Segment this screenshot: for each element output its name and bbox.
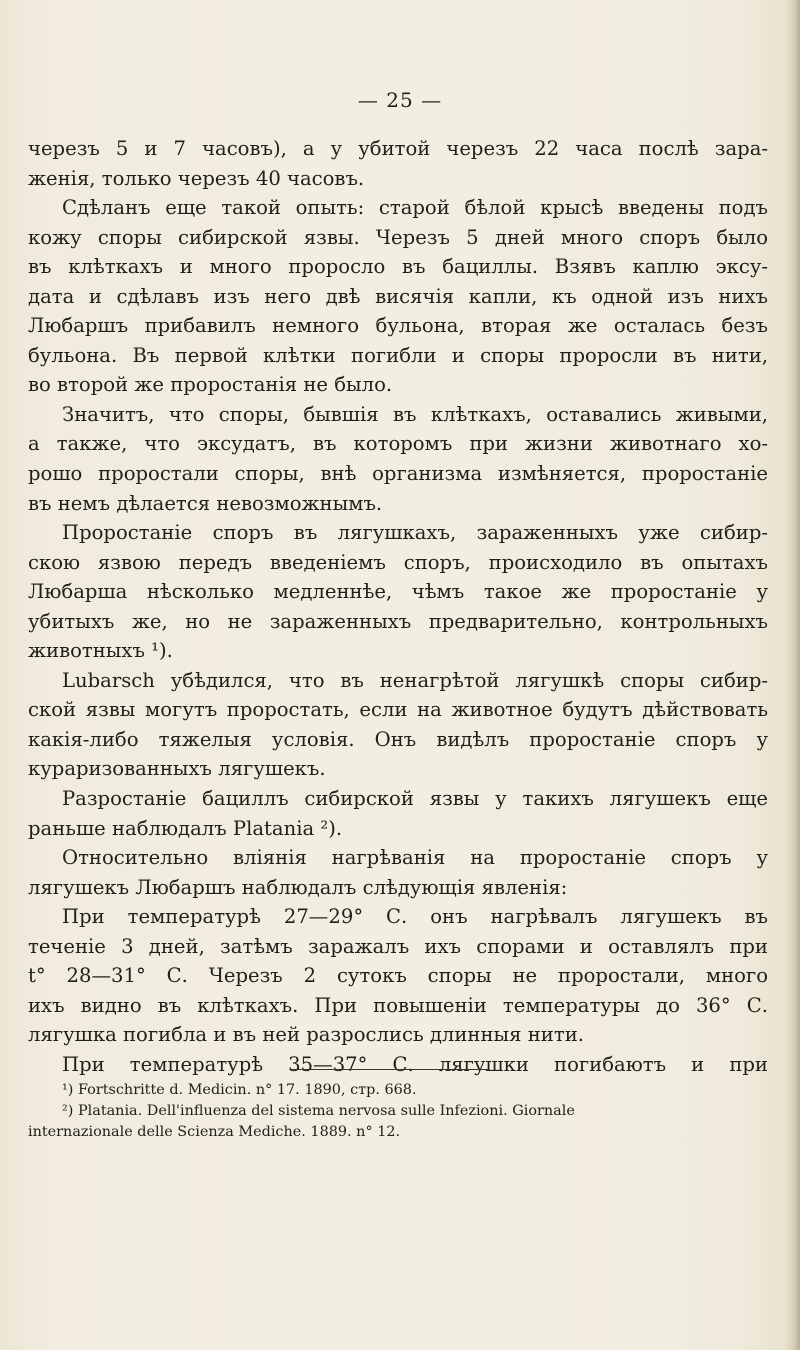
- text-line: Разростаніе бациллъ сибирской язвы у такихъ лягушекъ еще: [62, 787, 768, 811]
- text-line: а также, что эксудатъ, въ которомъ при жизни животнаго хо-: [28, 432, 768, 456]
- text-line: t° 28—31° С. Черезъ 2 сутокъ споры не проростали, много: [28, 964, 768, 988]
- footnote-line: internazionale delle Scienza Mediche. 1889. n° 12.: [28, 1124, 401, 1140]
- text-line: теченіе 3 дней, затѣмъ заражалъ ихъ спорами и оставлялъ при: [28, 934, 768, 958]
- text-line: ихъ видно въ клѣткахъ. При повышеніи температуры до 36° С.: [28, 993, 768, 1017]
- text-line: черезъ 5 и 7 часовъ), а у убитой черезъ 22 часа послѣ зара-: [28, 137, 768, 160]
- text-line: Любарша нѣсколько медленнѣе, чѣмъ такое же проростаніе у: [28, 580, 768, 604]
- text-line: лягушка погибла и въ ней разрослись длинныя нити.: [28, 1023, 584, 1047]
- page-number: — 25 —: [357, 88, 443, 112]
- text-line: женія, только черезъ 40 часовъ.: [28, 166, 365, 190]
- text-line: Относительно вліянія нагрѣванія на проростаніе споръ у: [62, 846, 768, 870]
- page-edge-shadow: [786, 0, 800, 1350]
- text-line: кожу споры сибирской язвы. Черезъ 5 дней много споръ было: [28, 225, 768, 249]
- text-line: въ немъ дѣлается невозможнымъ.: [28, 491, 383, 515]
- footnote-line: ¹) Fortschritte d. Medicin. n° 17. 1890, стр. 668.: [62, 1082, 417, 1098]
- text-line: бульона. Въ первой клѣтки погибли и споры проросли въ нити,: [28, 343, 768, 367]
- text-line: раньше наблюдалъ Platania ²).: [28, 816, 343, 840]
- text-line: какія-либо тяжелыя условія. Онъ видѣлъ проростаніе споръ у: [28, 727, 768, 751]
- text-line: При температурѣ 27—29° С. онъ нагрѣвалъ лягушекъ въ: [62, 905, 768, 929]
- text-line: Сдѣланъ еще такой опыть: старой бѣлой крысѣ введены подъ: [62, 196, 768, 220]
- text-line: во второй же проростанія не было.: [28, 373, 393, 397]
- text-line: въ клѣткахъ и много проросло въ бациллы. Взявъ каплю эксу-: [28, 255, 768, 279]
- text-line: ской язвы могутъ проростать, если на животное будутъ дѣйствовать: [28, 698, 768, 722]
- text-line: Значитъ, что споры, бывшія въ клѣткахъ, оставались живыми,: [62, 402, 768, 426]
- text-line: Любаршъ прибавилъ немного бульона, вторая же осталась безъ: [28, 314, 768, 338]
- body-text: [28, 134, 768, 1080]
- text-line: лягушекъ Любаршъ наблюдалъ слѣдующія явленія:: [28, 875, 568, 899]
- text-line: кураризованныхъ лягушекъ.: [28, 757, 326, 781]
- text-line: Lubarsch убѣдился, что въ ненагрѣтой лягушкѣ споры сибир-: [62, 668, 768, 692]
- text-line: дата и сдѣлавъ изъ него двѣ висячія капли, къ одной изъ нихъ: [28, 284, 768, 308]
- text-line: Проростаніе споръ въ лягушкахъ, зараженныхъ уже сибир-: [62, 521, 768, 545]
- footnote-line: ²) Platania. Dell'influenza del sistema nervosa sulle Infezioni. Giornale: [62, 1103, 575, 1119]
- footnotes: [28, 1080, 768, 1143]
- text-line: скою язвою передъ введеніемъ споръ, происходило въ опытахъ: [28, 550, 768, 574]
- text-line: убитыхъ же, но не зараженныхъ предварительно, контрольныхъ: [28, 609, 768, 633]
- text-line: животныхъ ¹).: [28, 639, 173, 663]
- text-line: При температурѣ 35—37° С. лягушки погибаютъ и при: [62, 1052, 768, 1076]
- text-line: рошо проростали споры, внѣ организма измѣняется, проростаніе: [28, 462, 768, 486]
- footnote-separator: [290, 1069, 490, 1070]
